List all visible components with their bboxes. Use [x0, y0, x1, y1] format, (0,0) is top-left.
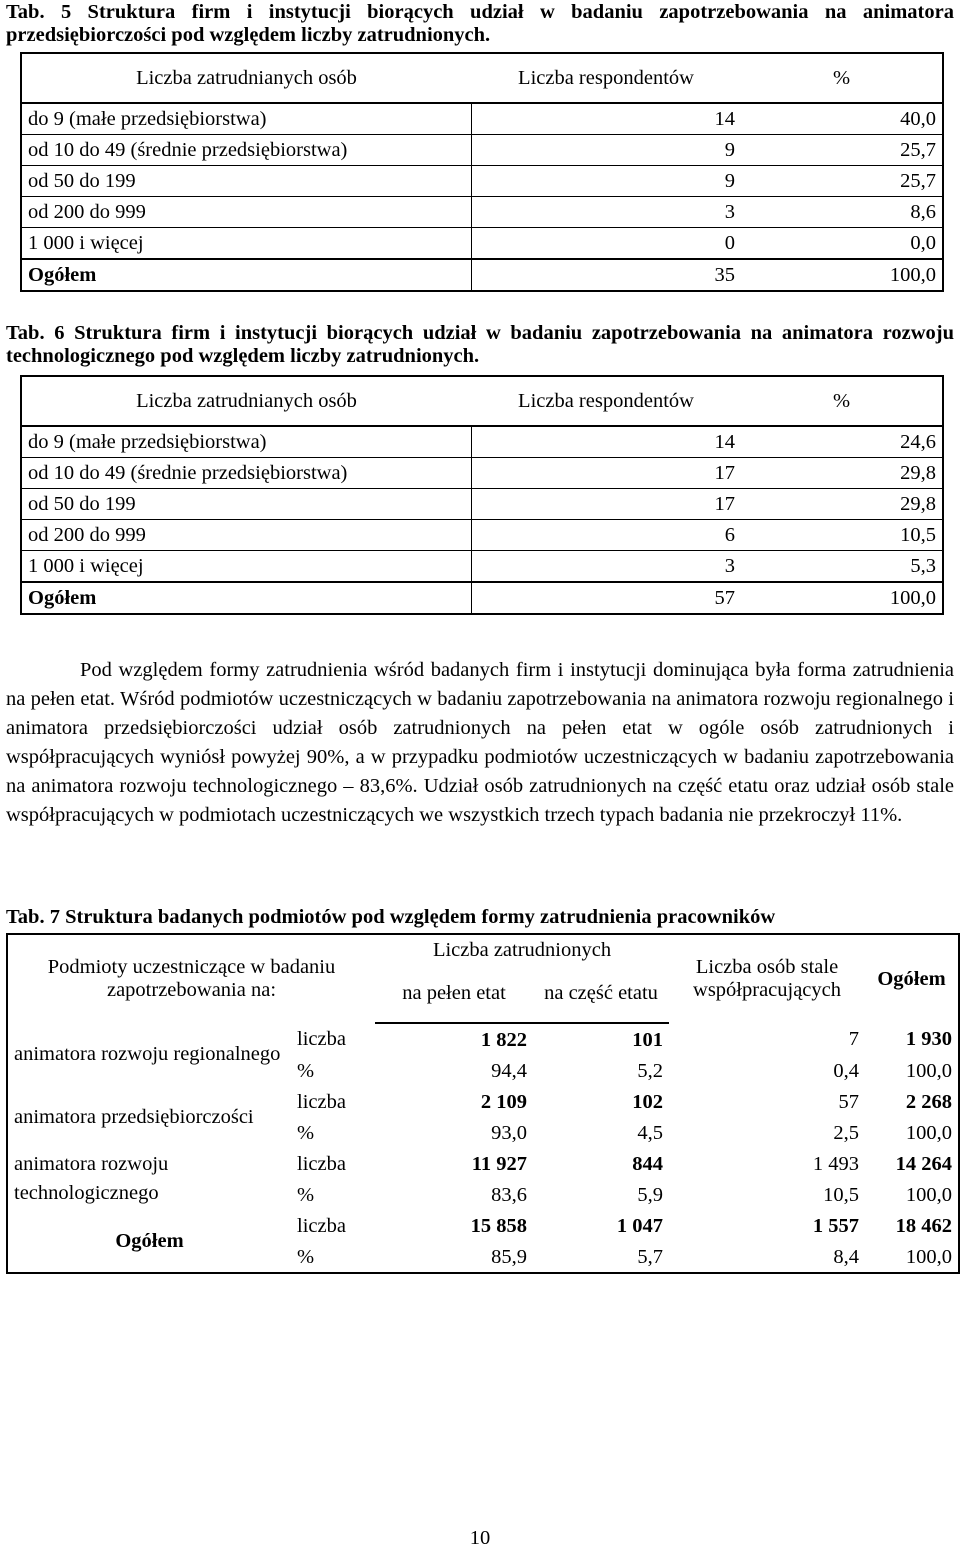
tab5-header-respondents: Liczba respondentów [471, 53, 741, 103]
total-count: 57 [471, 582, 741, 614]
cell-full-time: 94,4 [491, 1059, 528, 1082]
row-percent: 29,8 [741, 489, 943, 520]
cell-total: 14 264 [895, 1152, 953, 1175]
row-label: 1 000 i więcej [21, 551, 471, 583]
row-label: do 9 (małe przedsiębiorstwa) [21, 103, 471, 135]
row-label: do 9 (małe przedsiębiorstwa) [21, 426, 471, 458]
group-name: animatora rozwoju technologicznego [14, 1153, 169, 1204]
row-percent: 10,5 [741, 520, 943, 551]
cell-part-time: 5,7 [637, 1245, 664, 1268]
tab6-total-row [21, 582, 943, 614]
table-row [7, 1210, 959, 1241]
cell-part-time: 844 [632, 1152, 664, 1175]
row-percent: 5,3 [741, 551, 943, 583]
total-label: Ogółem [21, 582, 471, 614]
table-row [21, 228, 943, 260]
table-row [21, 135, 943, 166]
cell-cooperating: 7 [848, 1028, 860, 1050]
row-metric: % [297, 1245, 315, 1268]
table-row [21, 103, 943, 135]
row-metric: liczba [297, 1152, 346, 1175]
row-percent: 24,6 [741, 426, 943, 458]
tab5-caption: Tab. 5 Struktura firm i instytucji biorących udział w badaniu zapotrzebowania na animatora przedsiębiorczości pod względem liczby zatrudnionych. [6, 1, 954, 46]
row-percent: 8,6 [741, 197, 943, 228]
cell-part-time: 5,2 [637, 1059, 664, 1082]
table-row [21, 458, 943, 489]
row-label: od 200 do 999 [21, 197, 471, 228]
row-label: od 10 do 49 (średnie przedsiębiorstwa) [21, 135, 471, 166]
tab7-header-total: Ogółem [877, 967, 946, 990]
row-percent: 25,7 [741, 166, 943, 197]
body-paragraph-text: Pod względem formy zatrudnienia wśród badanych firm i instytucji dominująca była forma zatrudnienia na pełen etat. Wśród podmiotów uczestniczących w badaniu zapotrzebowania na animatora rozwoju regionalnego i animatora przedsiębiorczości udział osób zatrudnionych na pełen etat w ogóle osób zatrudnionych i współpracujących wyniósł powyżej 90%, a w przypadku podmiotów uczestniczących w badaniu zapotrzebowania na animatora rozwoju technologicznego – 83,6%. Udział osób zatrudnionych na część etatu oraz udział osób stale współpracujących w podmiotach uczestniczących we wszystkich trzech typach badania nie przekroczył 11%. [6, 659, 954, 826]
tab6-header-respondents: Liczba respondentów [471, 376, 741, 426]
tab6-table [20, 375, 944, 615]
cell-cooperating: 0,4 [833, 1059, 860, 1082]
cell-full-time: 15 858 [470, 1214, 528, 1237]
cell-total: 18 462 [895, 1214, 953, 1237]
cell-full-time: 2 109 [480, 1090, 528, 1113]
page-number: 10 [469, 1527, 491, 1549]
table-row [21, 426, 943, 458]
cell-full-time: 93,0 [491, 1121, 528, 1144]
cell-cooperating: 10,5 [823, 1183, 860, 1206]
cell-full-time: 1 822 [480, 1028, 528, 1051]
table-row [7, 1086, 959, 1117]
group-name: animatora rozwoju regionalnego [14, 1043, 281, 1065]
tab5-header-employees: Liczba zatrudnianych osób [21, 53, 471, 103]
row-percent: 0,0 [741, 228, 943, 260]
table-row [21, 166, 943, 197]
row-label: od 200 do 999 [21, 520, 471, 551]
cell-cooperating: 1 557 [812, 1214, 860, 1237]
body-paragraph [6, 656, 954, 830]
tab5-header-percent: % [741, 53, 943, 103]
total-count: 35 [471, 259, 741, 291]
row-count: 9 [471, 166, 741, 197]
tab6-header-percent: % [741, 376, 943, 426]
row-label: od 50 do 199 [21, 489, 471, 520]
tab5-table [20, 52, 944, 292]
row-percent: 29,8 [741, 458, 943, 489]
total-percent: 100,0 [741, 259, 943, 291]
row-count: 0 [471, 228, 741, 260]
row-metric: liczba [297, 1090, 346, 1113]
row-label: 1 000 i więcej [21, 228, 471, 260]
tab7-header-cooperating: Liczba osób stale współpracujących [693, 956, 842, 1001]
row-metric: % [297, 1059, 315, 1082]
tab7-table [6, 933, 960, 1274]
cell-total: 100,0 [905, 1121, 953, 1144]
table-row [21, 551, 943, 583]
row-metric: liczba [297, 1214, 346, 1237]
cell-cooperating: 8,4 [833, 1245, 860, 1268]
row-label: od 10 do 49 (średnie przedsiębiorstwa) [21, 458, 471, 489]
table-row [7, 1148, 959, 1179]
tab7-caption: Tab. 7 Struktura badanych podmiotów pod względem formy zatrudnienia pracowników [6, 906, 776, 928]
tab7-header-employed: Liczba zatrudnionych [432, 938, 612, 961]
cell-part-time: 5,9 [637, 1183, 664, 1206]
cell-full-time: 83,6 [491, 1183, 528, 1206]
row-count: 17 [471, 489, 741, 520]
tab7-header-full-time: na pełen etat [375, 965, 533, 1023]
cell-total: 100,0 [905, 1059, 953, 1082]
tab5-total-row [21, 259, 943, 291]
row-count: 14 [471, 103, 741, 135]
row-metric: liczba [297, 1028, 346, 1050]
tab7-header-part-time: na część etatu [533, 965, 669, 1023]
cell-full-time: 85,9 [491, 1245, 528, 1268]
cell-full-time: 11 927 [471, 1152, 528, 1175]
cell-total: 2 268 [905, 1090, 953, 1113]
tab6-header-employees: Liczba zatrudnianych osób [21, 376, 471, 426]
group-name: animatora przedsiębiorczości [14, 1105, 254, 1128]
tab6-caption: Tab. 6 Struktura firm i instytucji biorących udział w badaniu zapotrzebowania na animatora rozwoju technologicznego pod względem liczby zatrudnionych. [6, 322, 954, 367]
table-row [21, 520, 943, 551]
row-count: 3 [471, 197, 741, 228]
row-count: 6 [471, 520, 741, 551]
tab7-header-entity: Podmioty uczestniczące w badaniu zapotrzebowania na: [47, 956, 336, 1001]
group-name-total: Ogółem [115, 1230, 184, 1252]
cell-part-time: 102 [632, 1090, 664, 1113]
cell-total: 100,0 [905, 1245, 953, 1268]
cell-part-time: 4,5 [637, 1121, 664, 1144]
table-row [21, 197, 943, 228]
row-percent: 40,0 [741, 103, 943, 135]
tab6-header-row [21, 376, 943, 426]
row-count: 14 [471, 426, 741, 458]
cell-part-time: 1 047 [616, 1214, 664, 1237]
tab7-header-row-1 [7, 934, 959, 965]
row-metric: % [297, 1121, 315, 1144]
row-count: 17 [471, 458, 741, 489]
total-label: Ogółem [21, 259, 471, 291]
row-count: 3 [471, 551, 741, 583]
tab5-header-row [21, 53, 943, 103]
cell-total: 100,0 [905, 1183, 953, 1206]
table-row [21, 489, 943, 520]
cell-total: 1 930 [905, 1028, 953, 1050]
cell-cooperating: 1 493 [812, 1152, 860, 1175]
row-label: od 50 do 199 [21, 166, 471, 197]
cell-part-time: 101 [632, 1028, 664, 1051]
total-percent: 100,0 [741, 582, 943, 614]
row-percent: 25,7 [741, 135, 943, 166]
row-metric: % [297, 1183, 315, 1206]
cell-cooperating: 2,5 [833, 1121, 860, 1144]
cell-cooperating: 57 [838, 1090, 860, 1113]
table-row [7, 1023, 959, 1055]
row-count: 9 [471, 135, 741, 166]
